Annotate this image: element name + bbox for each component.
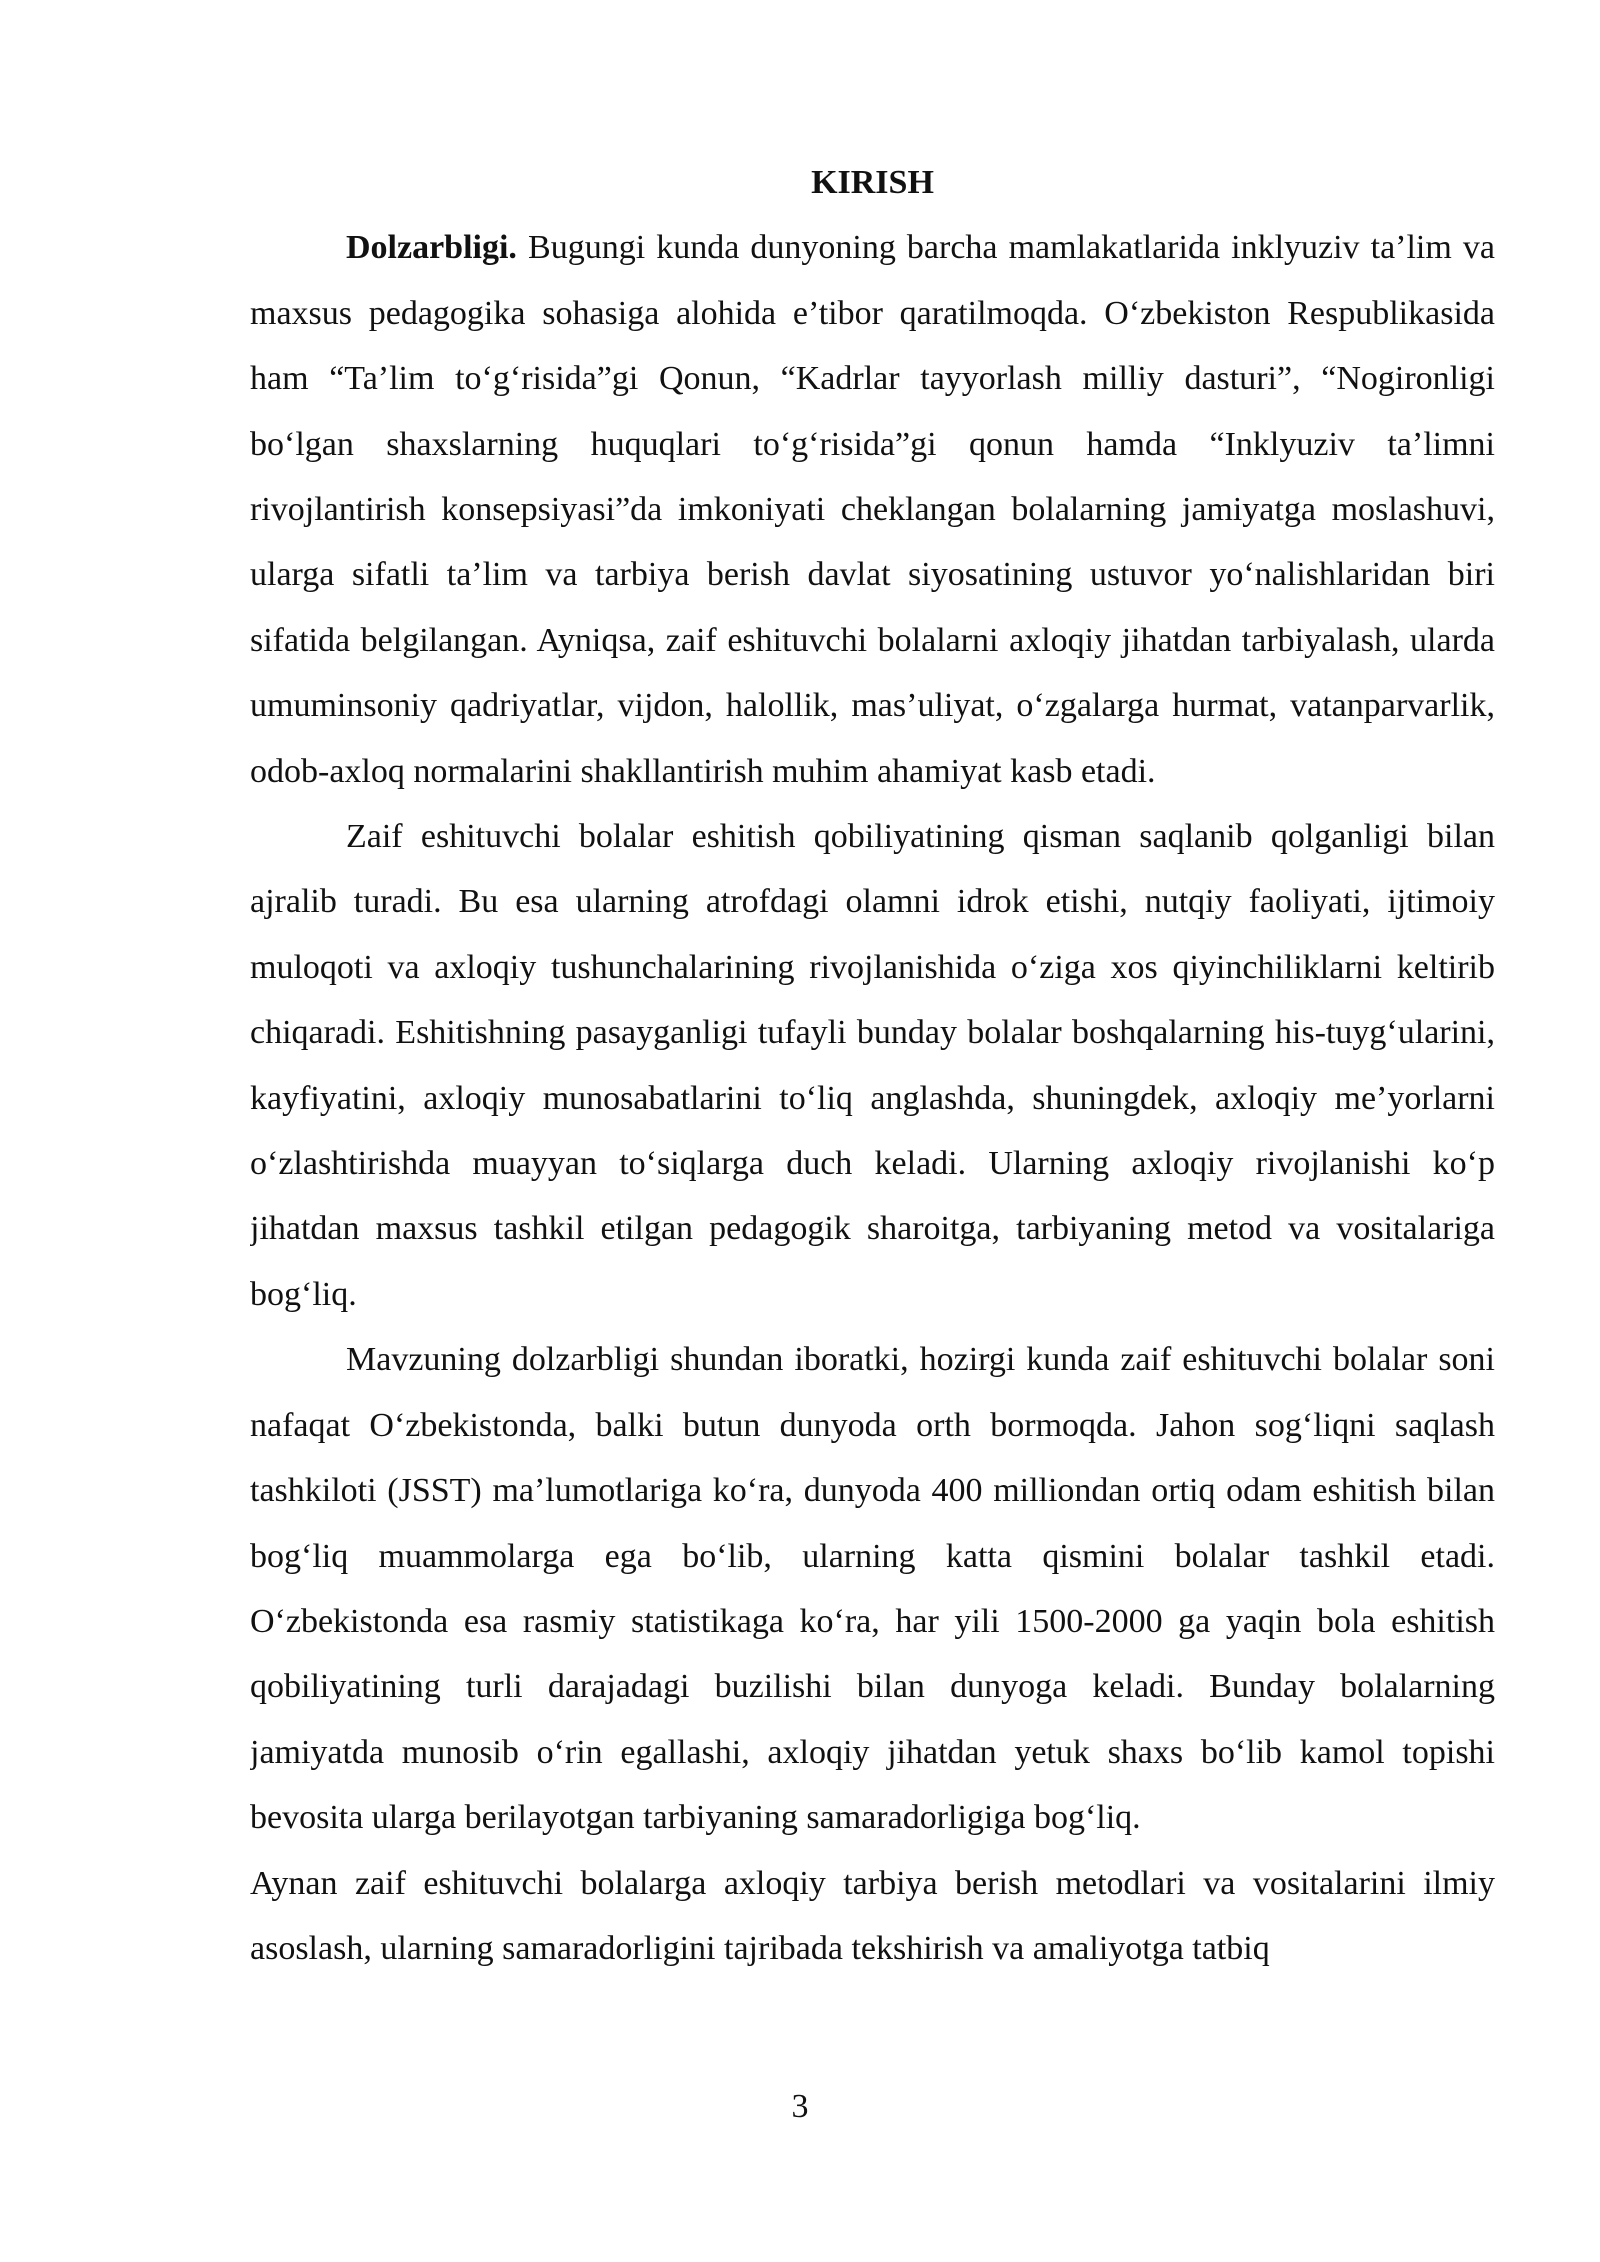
paragraph-text: Zaif eshituvchi bolalar eshitish qobiliyatining qisman saqlanib qolganligi bilan ajralib turadi. Bu esa ularning atrofdagi olamni idrok etishi, nutqiy faoliyati, ijtimoiy muloqoti va axloqiy tushunchalarining rivojlanishida o‘ziga xos qiyinchiliklarni keltirib chiqaradi. Eshitishning pasayganligi tufayli bunday bolalar boshqalarning his-tuyg‘ularini, kayfiyatini, axloqiy munosabatlarini to‘liq anglashda, shuningdek, axloqiy me’yorlarni o‘zlashtirishda muayyan to‘siqlarga duch keladi. Ularning axloqiy rivojlanishi ko‘p jihatdan maxsus tashkil etilgan pedagogik sharoitga, tarbiyaning metod va vositalariga bog‘liq. <box>250 818 1495 1313</box>
paragraph-text: Bugungi kunda dunyoning barcha mamlakatlarida inklyuziv ta’lim va maxsus pedagogika sohasiga alohida e’tibor qaratilmoqda. O‘zbekiston Respublikasida ham “Ta’lim to‘g‘risida”gi Qonun, “Kadrlar tayyorlash milliy dasturi”, “Nogironligi bo‘lgan shaxslarning huquqlari to‘g‘risida”gi qonun hamda “Inklyuziv ta’limni rivojlantirish konsepsiyasi”da imkoniyati cheklangan bolalarning jamiyatga moslashuvi, ularga sifatli ta’lim va tarbiya berish davlat siyosatining ustuvor yo‘nalishlaridan biri sifatida belgilangan. Ayniqsa, zaif eshituvchi bolalarni axloqiy jihatdan tarbiyalash, ularda umuminsoniy qadriyatlar, vijdon, halollik, mas’uliyat, o‘zgalarga hurmat, vatanparvarlik, odob-axloq normalarini shakllantirish muhim ahamiyat kasb etadi. <box>250 229 1495 790</box>
paragraph-relevance <box>250 215 1495 804</box>
paragraph-continuation <box>250 1851 1495 1982</box>
page-number: 3 <box>791 2088 809 2125</box>
document-page <box>250 150 1495 2120</box>
paragraph-text: Mavzuning dolzarbligi shundan iboratki, hozirgi kunda zaif eshituvchi bolalar soni nafaqat O‘zbekistonda, balki butun dunyoda orth bormoqda. Jahon sog‘liqni saqlash tashkiloti (JSST) ma’lumotlariga ko‘ra, dunyoda 400 milliondan ortiq odam eshitish bilan bog‘liq muammolarga ega bo‘lib, ularning katta qismini bolalar tashkil etadi. O‘zbekistonda esa rasmiy statistikaga ko‘ra, har yili 1500-2000 ga yaqin bola eshitish qobiliyatining turli darajadagi buzilishi bilan dunyoga keladi. Bunday bolalarning jamiyatda munosib o‘rin egallashi, axloqiy jihatdan yetuk shaxs bo‘lib kamol topishi bevosita ularga berilayotgan tarbiyaning samaradorligiga bog‘liq. <box>250 1341 1495 1837</box>
paragraph-topic-relevance <box>250 1327 1495 1850</box>
paragraph-lead: Dolzarbligi. <box>346 229 517 267</box>
section-title: KIRISH <box>811 164 934 201</box>
paragraph-text: Aynan zaif eshituvchi bolalarga axloqiy tarbiya berish metodlari va vositalarini ilmiy asoslash, ularning samaradorligini tajribada tekshirish va amaliyotga tatbiq <box>250 1864 1495 1967</box>
paragraph-hearing-features <box>250 804 1495 1327</box>
